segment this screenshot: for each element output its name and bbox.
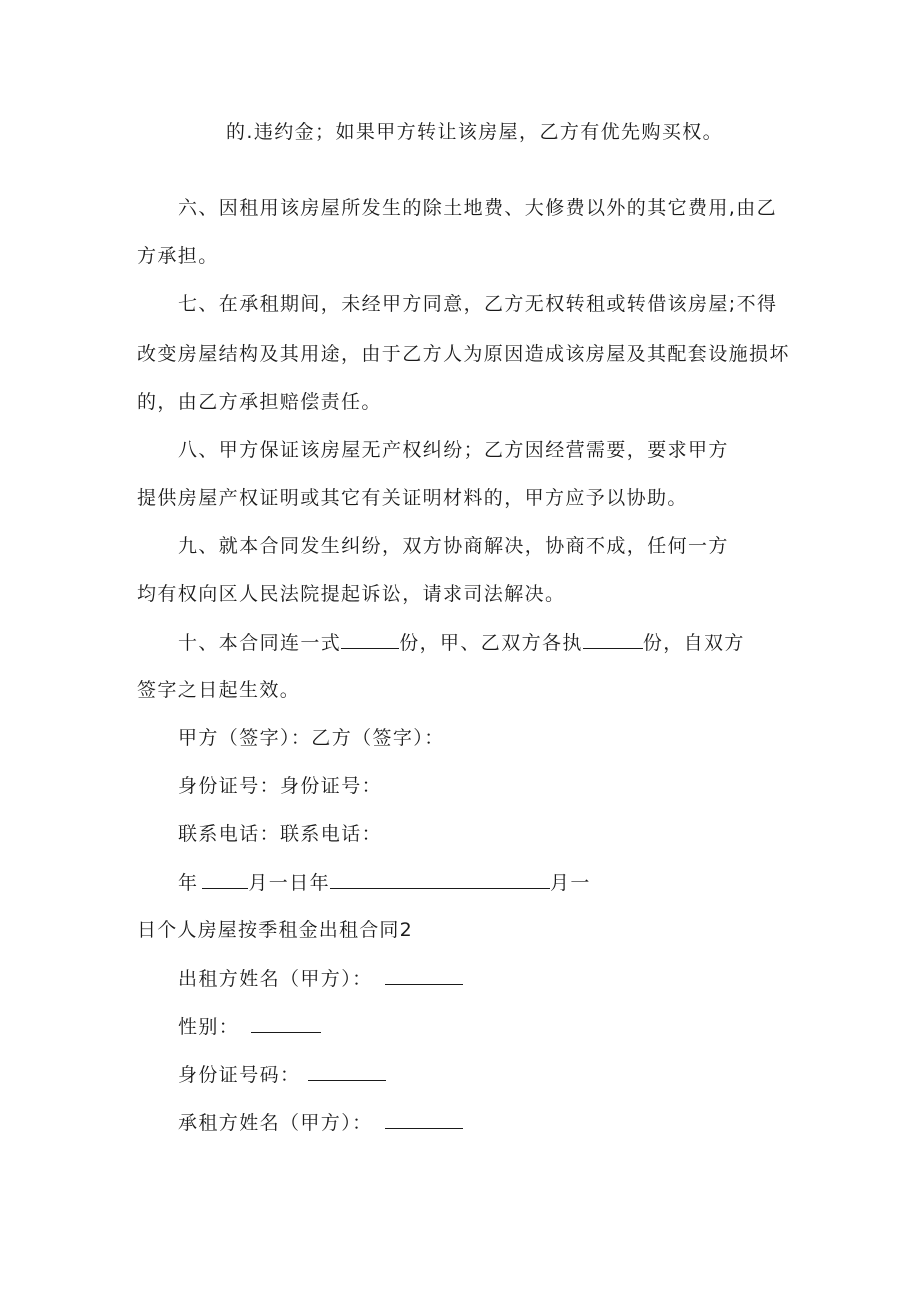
id-code-field [178,1062,386,1087]
clause-7-line-2: 改变房屋结构及其用途，由于乙方人为原因造成该房屋及其配套设施损坏 [137,343,790,365]
clause-9-line-2: 均有权向区人民法院提起诉讼，请求司法解决。 [137,583,566,605]
clause-10-text-a: 十、本合同连一式 [178,632,342,654]
date-second-blank [330,870,550,889]
lessee-name-field [178,1110,463,1135]
gender-blank [251,1014,321,1033]
paragraph-line: 的.违约金；如果甲方转让该房屋，乙方有优先购买权。 [226,121,724,143]
lessee-name-label: 承租方姓名（甲方）： [178,1112,373,1134]
date-year-blank [202,870,248,889]
clause-8-line-2: 提供房屋产权证明或其它有关证明材料的，甲方应予以协助。 [137,487,688,509]
clause-6-line-1: 六、因租用该房屋所发生的除土地费、大修费以外的其它费用,由乙 [178,197,778,219]
copies-each-blank [583,630,643,649]
lessor-name-label: 出租方姓名（甲方）： [178,968,373,990]
date-year-label: 年 [178,872,199,894]
clause-8-line-1: 八、甲方保证该房屋无产权纠纷；乙方因经营需要，要求甲方 [178,439,729,461]
clause-10-line-1 [178,630,745,655]
clause-7-line-3: 的，由乙方承担赔偿责任。 [137,391,382,413]
lessor-name-blank [385,966,463,985]
phone-line: 联系电话：联系电话： [178,823,383,845]
id-number-line: 身份证号：身份证号： [178,775,383,797]
gender-field [178,1014,321,1039]
contract-title: 日个人房屋按季租金出租合同2 [137,919,413,941]
date-month-day-label: 月一日年 [248,872,331,894]
clause-10-text-b: 份，甲、乙双方各执 [399,632,583,654]
clause-10-line-2: 签字之日起生效。 [137,679,301,701]
date-month-label: 月一 [550,872,591,894]
lessee-name-blank [385,1110,463,1129]
id-code-blank [308,1062,386,1081]
gender-label: 性别： [178,1016,240,1038]
clause-9-line-1: 九、就本合同发生纠纷，双方协商解决，协商不成，任何一方 [178,535,729,557]
id-code-label: 身份证号码： [178,1064,301,1086]
signature-line: 甲方（签字）：乙方（签字）： [178,727,445,749]
date-line [178,870,591,895]
copies-total-blank [341,630,399,649]
lessor-name-field [178,966,463,991]
clause-7-line-1: 七、在承租期间，未经甲方同意，乙方无权转租或转借该房屋;不得 [178,293,778,315]
clause-10-text-c: 份，自双方 [642,632,745,654]
clause-6-line-2: 方承担。 [137,245,219,267]
